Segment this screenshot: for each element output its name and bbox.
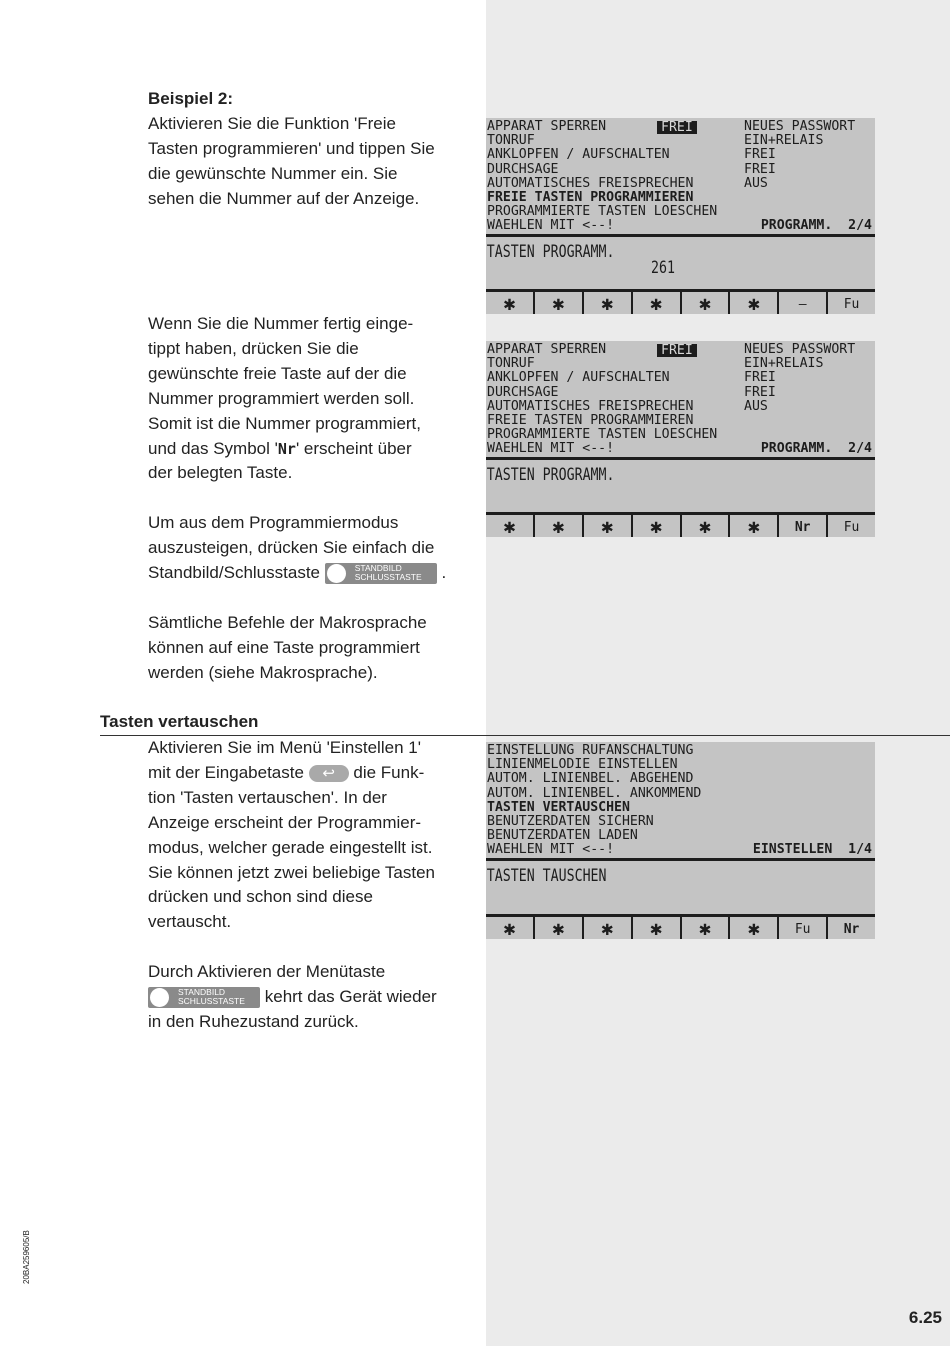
softkey-fu[interactable]: Fu xyxy=(777,917,826,939)
softkey-fu[interactable]: Fu xyxy=(826,292,875,314)
text-line: die gewünschte Nummer ein. Sie xyxy=(148,163,398,183)
menu-row: WAEHLEN MIT <--! PROGRAMM. 2/4 xyxy=(487,441,872,457)
softkey-star[interactable]: ✱ xyxy=(728,917,777,939)
text-line: tippt haben, drücken Sie die xyxy=(148,338,359,358)
beispiel-heading: Beispiel 2: xyxy=(148,89,234,108)
page-number: 6.25 xyxy=(908,1308,942,1327)
text-line: der belegten Taste. xyxy=(148,463,293,483)
text-line: STANDBILD SCHLUSSTASTE kehrt das Gerät wieder xyxy=(148,985,478,1010)
menu-row: TONRUF EIN+RELAIS xyxy=(487,133,824,149)
menu-row: FREIE TASTEN PROGRAMMIEREN xyxy=(487,412,694,428)
exit-paragraph xyxy=(148,511,478,586)
softkey-star[interactable]: ✱ xyxy=(582,292,631,314)
menu-row: APPARAT SPERREN FREI NEUES PASSWORT xyxy=(487,342,856,358)
phone-display-1 xyxy=(486,118,875,314)
menu-row: AUTOMATISCHES FREISPRECHEN AUS xyxy=(487,398,768,414)
softkey-star[interactable]: ✱ xyxy=(582,917,631,939)
input-label: TASTEN TAUSCHEN xyxy=(486,865,607,886)
menu-row: WAEHLEN MIT <--! PROGRAMM. 2/4 xyxy=(487,218,872,234)
menu-row: DURCHSAGE FREI xyxy=(487,161,776,177)
display-menu xyxy=(486,341,875,457)
menu-row: AUTOM. LINIENBEL. ABGEHEND xyxy=(487,771,694,787)
text-line: Um aus dem Programmiermodus xyxy=(148,513,399,532)
input-label: TASTEN PROGRAMM. xyxy=(486,464,615,485)
softkey-dash[interactable]: — xyxy=(777,292,826,314)
beispiel-paragraph xyxy=(148,87,478,212)
text-line: Standbild/Schlusstaste STANDBILD SCHLUSSTASTE . xyxy=(148,562,447,582)
text-line: Nummer programmiert werden soll. xyxy=(148,388,415,408)
softkey-star[interactable]: ✱ xyxy=(631,292,680,314)
softkey-star[interactable]: ✱ xyxy=(503,291,516,315)
menu-row: WAEHLEN MIT <--! EINSTELLEN 1/4 xyxy=(487,842,872,858)
text-line: werden (siehe Makrosprache). xyxy=(148,662,378,682)
softkey-star[interactable]: ✱ xyxy=(533,917,582,939)
menu-row: AUTOM. LINIENBEL. ANKOMMEND xyxy=(487,785,702,801)
text-line: Wenn Sie die Nummer fertig einge- xyxy=(148,314,414,333)
softkey-star[interactable]: ✱ xyxy=(728,515,777,537)
programming-paragraph xyxy=(148,312,478,486)
text-line: Aktivieren Sie die Funktion 'Freie xyxy=(148,113,396,133)
text-line: in den Ruhezustand zurück. xyxy=(148,1011,359,1031)
softkey-star[interactable]: ✱ xyxy=(680,292,729,314)
softkey-star[interactable]: ✱ xyxy=(503,916,516,940)
status-badge: FREI xyxy=(657,121,697,134)
phone-display-3 xyxy=(486,742,875,939)
softkey-star[interactable]: ✱ xyxy=(631,917,680,939)
menu-row: PROGRAMMIERTE TASTEN LOESCHEN xyxy=(487,427,718,443)
text-line: Aktivieren Sie im Menü 'Einstellen 1' xyxy=(148,738,421,757)
text-line: Somit ist die Nummer programmiert, xyxy=(148,413,422,433)
text-line: Anzeige erscheint der Programmier- xyxy=(148,812,422,832)
menu-row-selected: FREIE TASTEN PROGRAMMIEREN xyxy=(487,189,694,205)
menu-row: LINIENMELODIE EINSTELLEN xyxy=(487,757,678,773)
menu-row: DURCHSAGE FREI xyxy=(487,384,776,400)
standbild-key-icon: STANDBILD SCHLUSSTASTE xyxy=(325,563,437,584)
section-heading: Tasten vertauschen xyxy=(100,712,259,731)
softkey-row xyxy=(486,289,875,314)
document-code: 20BA259605/B xyxy=(22,1230,31,1284)
softkey-star[interactable]: ✱ xyxy=(728,292,777,314)
softkey-fu[interactable]: Fu xyxy=(826,515,875,537)
menu-row: EINSTELLUNG RUFANSCHALTUNG xyxy=(487,743,694,758)
text-line: sehen die Nummer auf der Anzeige. xyxy=(148,188,420,208)
menu-row: TONRUF EIN+RELAIS xyxy=(487,356,824,372)
text-line: tion 'Tasten vertauschen'. In der xyxy=(148,787,387,807)
softkey-row xyxy=(486,914,875,939)
softkey-star[interactable]: ✱ xyxy=(680,917,729,939)
text-line: auszusteigen, drücken Sie einfach die xyxy=(148,537,435,557)
text-line: gewünschte freie Taste auf der die xyxy=(148,363,407,383)
menu-row: BENUTZERDATEN SICHERN xyxy=(487,813,654,829)
softkey-star[interactable]: ✱ xyxy=(533,292,582,314)
text-line: Sie können jetzt zwei beliebige Tasten xyxy=(148,862,435,882)
softkey-nr[interactable]: Nr xyxy=(777,515,826,537)
input-label: TASTEN PROGRAMM. xyxy=(486,241,615,262)
text-line: drücken und schon sind diese xyxy=(148,887,373,907)
text-line: mit der Eingabetaste ↩ die Funk- xyxy=(148,762,425,782)
text-line: vertauscht. xyxy=(148,912,232,932)
text-line: und das Symbol 'Nr' erscheint über xyxy=(148,438,412,458)
macro-paragraph xyxy=(148,611,478,686)
standbild-key-icon: STANDBILD SCHLUSSTASTE xyxy=(148,987,260,1008)
text-line: modus, welcher gerade eingestellt ist. xyxy=(148,837,433,857)
status-badge: FREI xyxy=(657,344,697,357)
text-line: Sämtliche Befehle der Makrosprache xyxy=(148,613,427,632)
menu-row: AUTOMATISCHES FREISPRECHEN AUS xyxy=(487,175,768,191)
display-menu xyxy=(486,742,875,858)
swap-paragraph xyxy=(148,736,478,935)
menu-row: ANKLOPFEN / AUFSCHALTEN FREI xyxy=(487,147,776,163)
enter-key-icon: ↩ xyxy=(309,765,349,782)
menu-row: APPARAT SPERREN FREI NEUES PASSWORT xyxy=(487,119,856,135)
menu-row-selected: TASTEN VERTAUSCHEN xyxy=(487,799,630,815)
softkey-nr[interactable]: Nr xyxy=(826,917,875,939)
nr-symbol: Nr xyxy=(277,439,296,458)
display-menu xyxy=(486,118,875,234)
softkey-star[interactable]: ✱ xyxy=(582,515,631,537)
softkey-star[interactable]: ✱ xyxy=(631,515,680,537)
return-paragraph xyxy=(148,960,478,1035)
text-line: Tasten programmieren' und tippen Sie xyxy=(148,138,435,158)
softkey-row xyxy=(486,512,875,537)
entered-number: 261 xyxy=(651,258,675,278)
menu-row: BENUTZERDATEN LADEN xyxy=(487,828,638,844)
text-line: können auf eine Taste programmiert xyxy=(148,637,420,657)
menu-row: PROGRAMMIERTE TASTEN LOESCHEN xyxy=(487,204,718,220)
softkey-star[interactable]: ✱ xyxy=(533,515,582,537)
text-line: Durch Aktivieren der Menütaste xyxy=(148,962,386,981)
softkey-star[interactable]: ✱ xyxy=(680,515,729,537)
softkey-star[interactable]: ✱ xyxy=(503,514,516,538)
menu-row: ANKLOPFEN / AUFSCHALTEN FREI xyxy=(487,370,776,386)
phone-display-2 xyxy=(486,341,875,537)
